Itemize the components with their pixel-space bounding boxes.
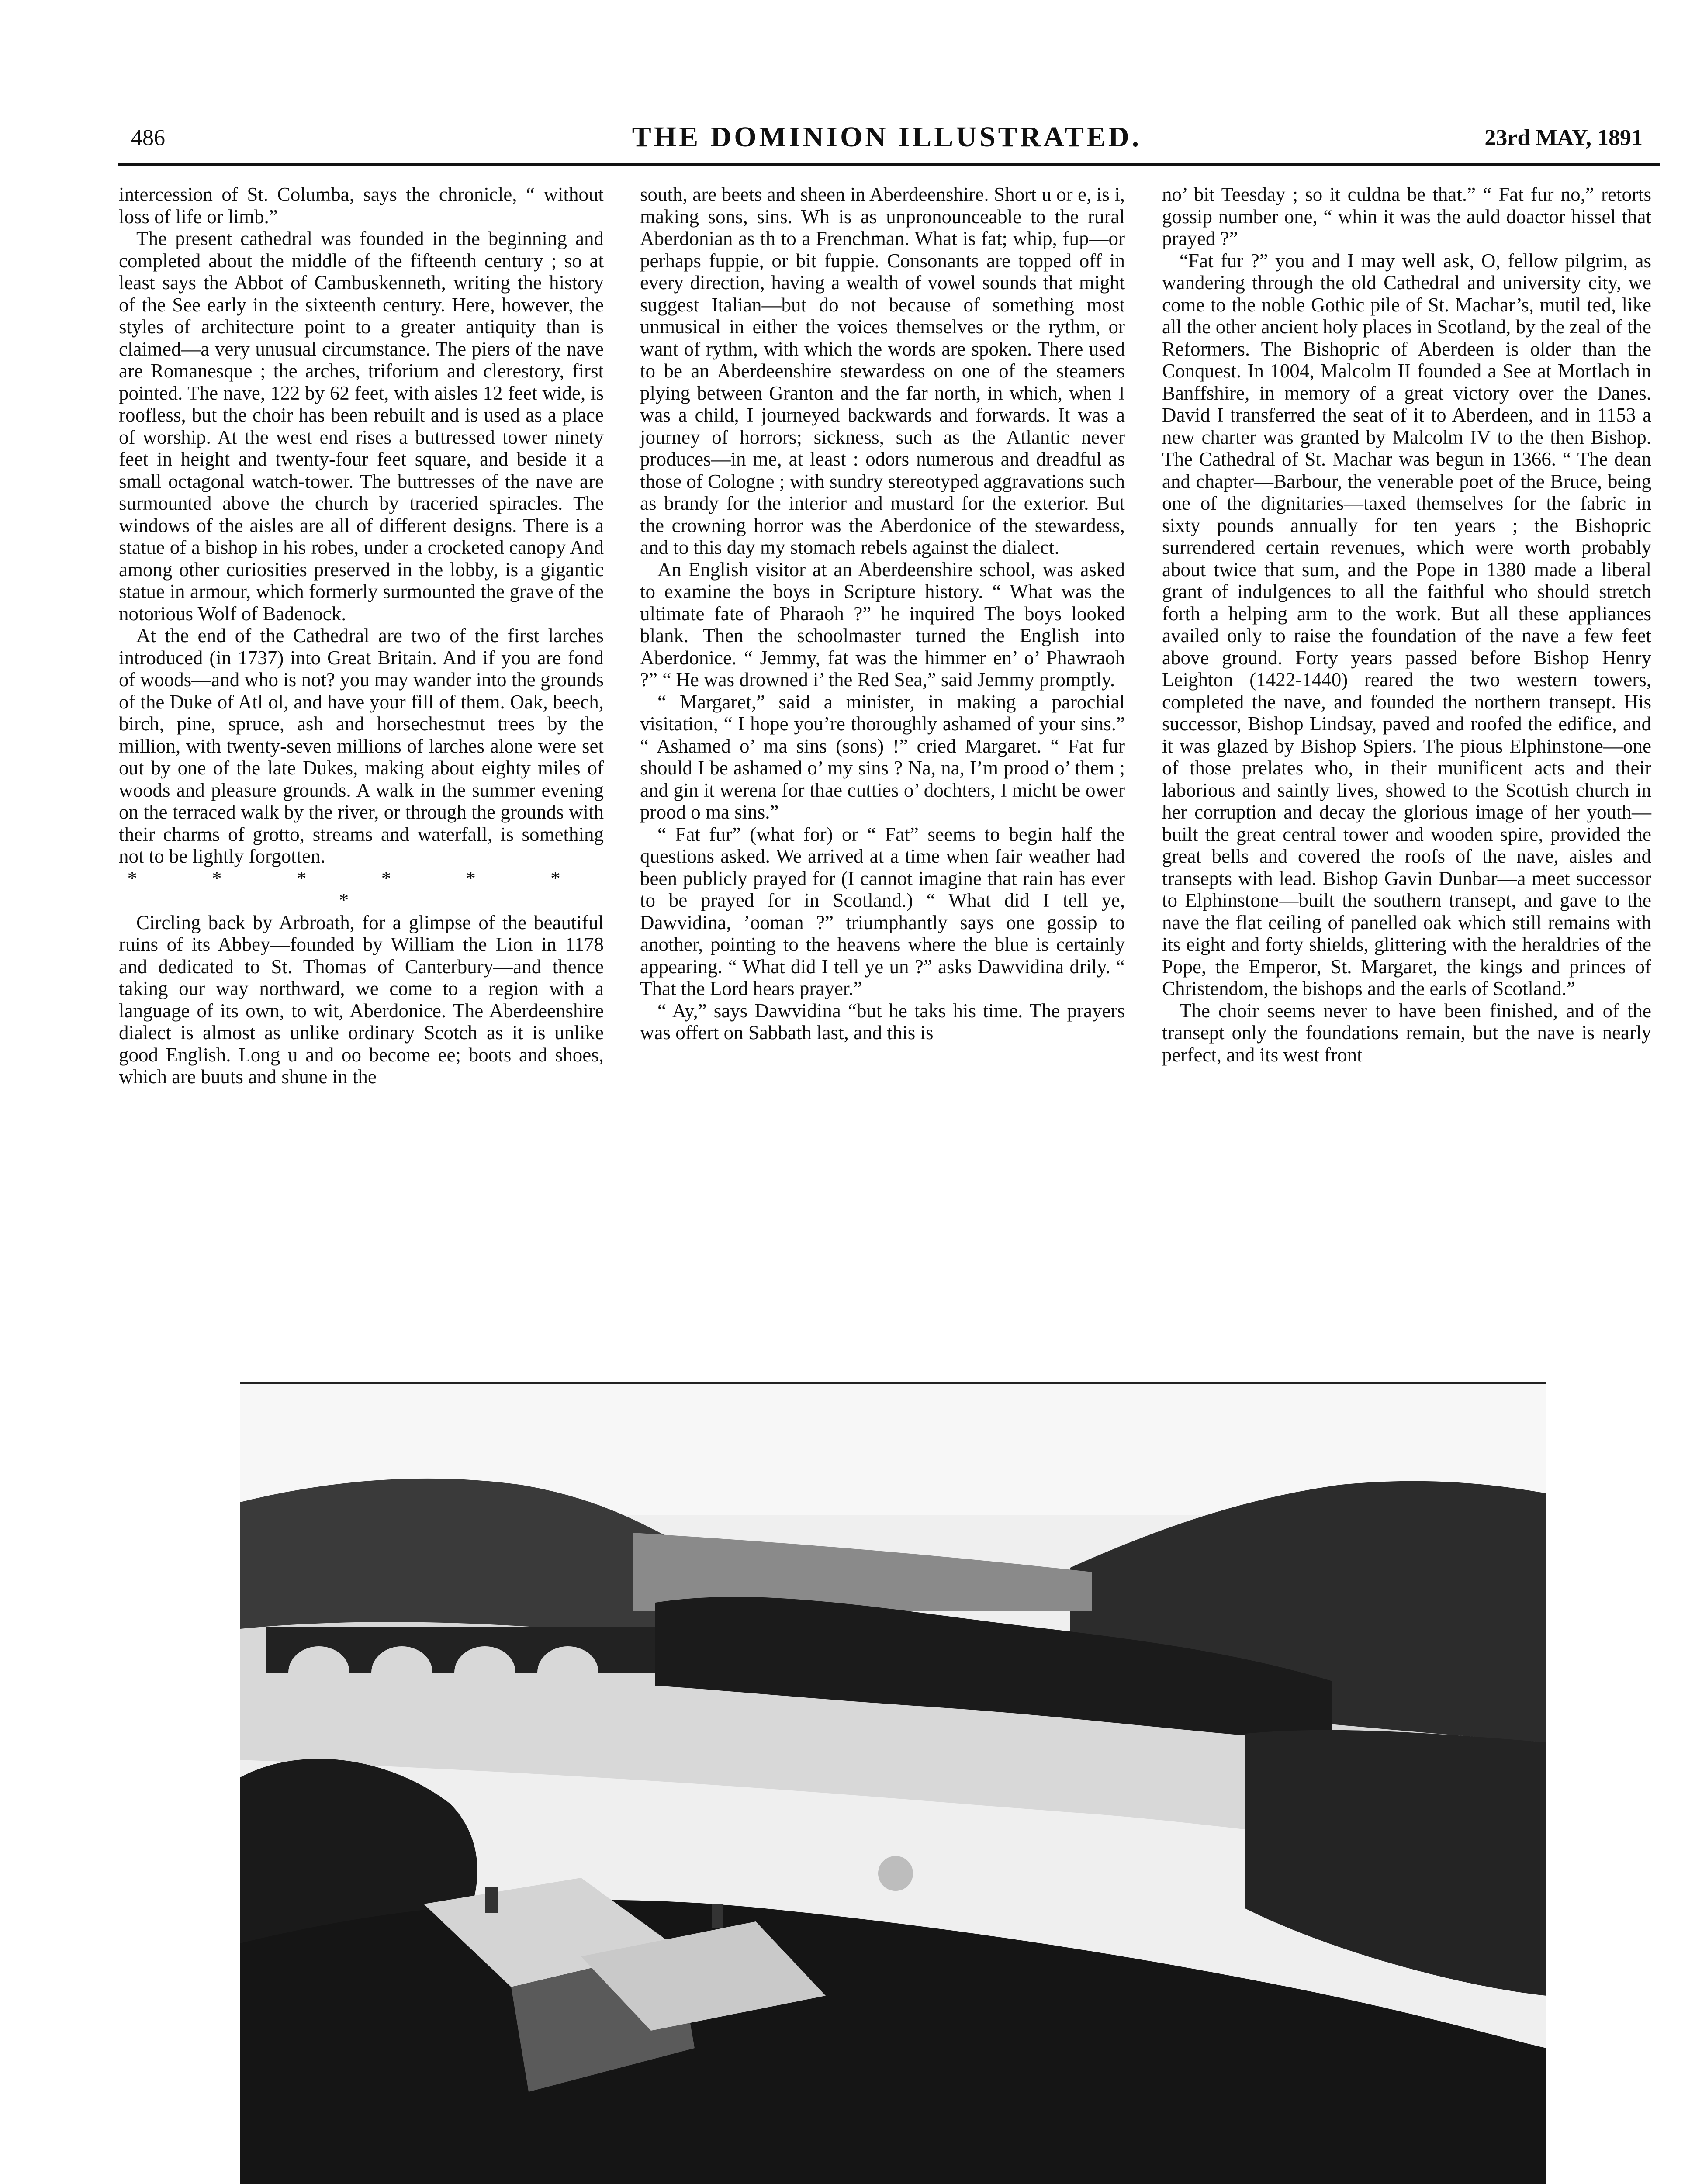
section-break: * * * * * * * [127, 867, 595, 911]
paragraph: The present cathedral was founded in the beginning and completed about the middle of the fifteenth century ; so at least says the Abbot of Cambuskenneth, writing the history of the See early in the sixteenth century. Here, however, the styles of architecture point to a greater antiquity than is claimed—a very unusual circumstance. The piers of the nave are Romanesque ; the arches, triforium and clerestory, first pointed. The nave, 122 by 62 feet, with aisles 12 feet wide, is roofless, but the choir has been rebuilt and is used as a place of worship. At the west end rises a buttressed tower ninety feet in height and twenty-four feet square, and beside it a small octagonal watch-tower. The buttresses of the nave are surmounted above the church by traceried spiracles. The windows of the aisles are all of different designs. There is a statue of a bishop in his robes, under a crocketed canopy And among other curiosities preserved in the lobby, is a gigantic statue in armour, which formerly surmounted the grave of the notorious Wolf of Badenock. [119, 228, 604, 625]
text-column-3 [1162, 183, 1651, 1066]
paragraph: south, are beets and sheen in Aberdeenshire. Short u or e, is i, making sons, sins. Wh is as unpronounceable to the rural Aberdonian as th to a Frenchman. What is fat; whip, fup—or perhaps fuppie, or bit fuppie. Consonants are topped off in every direction, having a wealth of vowel sounds that might suggest Italian—but do not because of something most unmusical in either the voices themselves or the rythm, or want of rythm, with which the words are spoken. There used to be an Aberdeenshire stewardess on one of the steamers plying between Granton and the far north, in which, when I was a child, I journeyed backwards and forwards. It was a journey of horrors; sickness, such as the Atlantic never produces—in me, at least : odors numerous and dreadful as those of Cologne ; with sundry stereotyped aggravations such as brandy for the interior and mustard for the exterior. But the crowning horror was the Aberdonice of the stewardess, and to this day my stomach rebels against the dialect. [640, 183, 1125, 558]
paragraph: “ Ay,” says Dawvidina “but he taks his time. The prayers was offert on Sabbath last, and this is [640, 999, 1125, 1044]
text-column-1 [119, 183, 604, 1088]
paragraph: intercession of St. Columba, says the chronicle, “ without loss of life or limb.” [119, 183, 604, 228]
paragraph: “Fat fur ?” you and I may well ask, O, fellow pilgrim, as wandering through the old Cathedral and university city, we come to the noble Gothic pile of St. Machar’s, mutil ted, like all the other ancient holy places in Scotland, by the zeal of the Reformers. The Bishopric of Aberdeen is older than the Conquest. In 1004, Malcolm II founded a See at Mortlach in Banffshire, in memory of a great victory over the Danes. David I transferred the seat of it to Aberdeen, and in 1153 a new charter was granted by Malcolm IV to the then Bishop. The Cathedral of St. Machar was begun in 1366. “ The dean and chapter—Barbour, the venerable poet of the Bruce, being one of the dignitaries—taxed themselves for the fabric in sixty pounds annually for ten years ; the Bishopric surrendered certain revenues, which were worth probably about twice that sum, and the Pope in 1380 made a liberal grant of indulgences to all the faithful who should stretch forth a helping arm to the work. But all these appliances availed only to raise the foundation of the nave a few feet above ground. Forty years passed before Bishop Henry Leighton (1422-1440) reared the two western towers, completed the nave, and founded the northern transept. His successor, Bishop Lindsay, paved and roofed the edifice, and it was glazed by Bishop Spiers. The pious Elphinstone—one of those prelates who, in their munificent acts and their laborious and saintly lives, showed to the Scottish church in her corruption and decay the glorious image of her youth—built the great central tower and wooden spire, provided the great bells and covered the roofs of the nave, aisles and transepts with lead. Bishop Gavin Dunbar—a meet successor to Elphinstone—built the southern transept, and gave to the nave the flat ceiling of panelled oak which still remains with its eight and forty shields, glittering with the heraldries of the Pope, the Emperor, St. Margaret, the kings and princes of Christendom, the bishops and the earls of Scotland.” [1162, 249, 1651, 999]
paragraph: “ Fat fur” (what for) or “ Fat” seems to begin half the questions asked. We arrived at a time when fair weather had been publicly prayed for (I cannot imagine that rain has ever to be prayed for in Scotland.) “ What did I tell ye, Dawvidina, ’ooman ?” triumphantly says one gossip to another, pointing to the heavens where the blue is certainly appearing. “ What did I tell ye un ?” asks Dawvidina drily. “ That the Lord hears prayer.” [640, 823, 1125, 999]
paragraph: An English visitor at an Aberdeenshire school, was asked to examine the boys in Scripture history. “ What was the ultimate fate of Pharaoh ?” he inquired The boys looked blank. Then the schoolmaster turned the English into Aberdonice. “ Jemmy, fat was the himmer en’ o’ Phawraoh ?” “ He was drowned i’ the Red Sea,” said Jemmy promptly. [640, 558, 1125, 691]
text-column-2 [640, 183, 1125, 1044]
paragraph: At the end of the Cathedral are two of the first larches introduced (in 1737) into Great Britain. And if you are fond of woods—and who is not? you may wander into the grounds of the Duke of Atl ol, and have your fill of them. Oak, beech, birch, pine, spruce, ash and horsechestnut trees by the million, with twenty-seven millions of larches alone were set out by one of the late Dukes, making about eighty miles of woods and pleasure grounds. A walk in the summer evening on the terraced walk by the river, or through the grounds with their charms of grotto, streams and waterfall, is something not to be lightly forgotten. [119, 625, 604, 867]
paragraph: “ Margaret,” said a minister, in making a parochial visitation, “ I hope you’re thoroughly ashamed of your sins.” “ Ashamed o’ ma sins (sons) !” cried Margaret. “ Fat fur should I be ashamed o’ my sins ? Na, na, I’m prood o’ them ; and gin it werena for thae cutties o’ dochters, I micht be ower prood o ma sins.” [640, 691, 1125, 823]
paragraph: The choir seems never to have been finished, and of the transept only the foundations remain, but the nave is nearly perfect, and its west front [1162, 999, 1651, 1066]
issue-date: 23rd MAY, 1891 [1484, 125, 1643, 150]
page-number: 486 [131, 125, 165, 150]
dunkeld-landscape-photo [240, 1382, 1546, 2184]
photo-illustration [240, 1384, 1546, 2184]
paragraph: no’ bit Teesday ; so it culdna be that.” “ Fat fur no,” retorts gossip number one, “ whin it was the auld doactor hissel that prayed ?” [1162, 183, 1651, 249]
header-rule [118, 163, 1660, 166]
paragraph: Circling back by Arbroath, for a glimpse of the beautiful ruins of its Abbey—founded by William the Lion in 1178 and dedicated to St. Thomas of Canterbury—and thence taking our way northward, we come to a region with a language of its own, to wit, Aberdonice. The Aberdeenshire dialect is almost as unlike ordinary Scotch as it is unlike good English. Long u and oo become ee; boots and shoes, which are buuts and shune in the [119, 911, 604, 1088]
page-header [131, 121, 1643, 160]
masthead-title: THE DOMINION ILLUSTRATED. [632, 121, 1142, 153]
